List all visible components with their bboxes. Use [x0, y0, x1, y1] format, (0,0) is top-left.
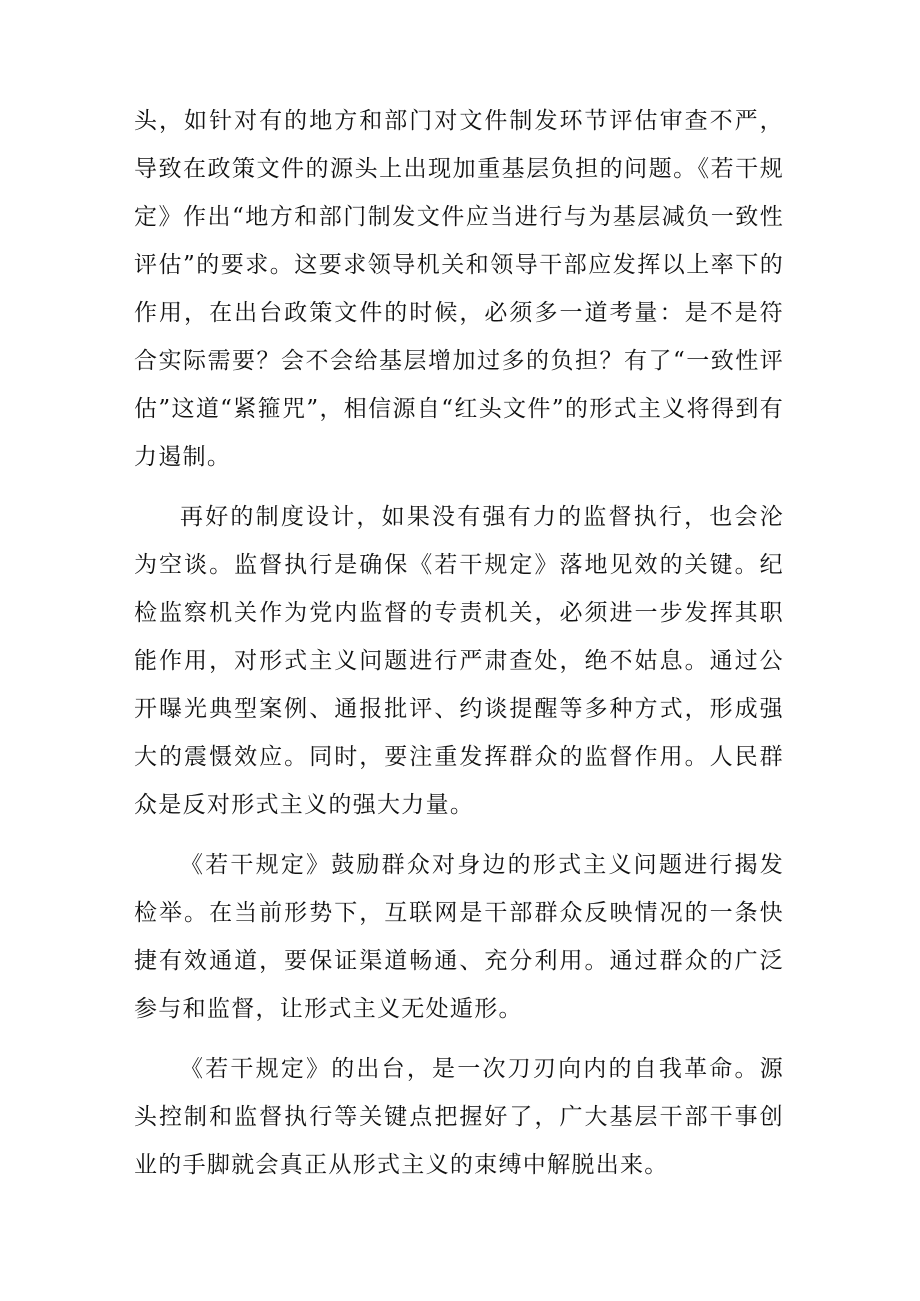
- paragraph-3: 《若干规定》鼓励群众对身边的形式主义问题进行揭发检举。在当前形势下，互联网是干部群众反映情况的一条快捷有效通道，要保证渠道畅通、充分利用。通过群众的广泛参与和监督，让形式主义无处遁形。: [134, 852, 784, 1022]
- paragraph-1: 头，如针对有的地方和部门对文件制发环节评估审查不严，导致在政策文件的源头上出现加重基层负担的问题。《若干规定》作出“地方和部门制发文件应当进行与为基层减负一致性评估”的要求。这要求领导机关和领导干部应发挥以上率下的作用，在出台政策文件的时候，必须多一道考量：是不是符合实际需要？会不会给基层增加过多的负担？有了“一致性评估”这道“紧箍咒”，相信源自“红头文件”的形式主义将得到有力遏制。: [134, 108, 784, 470]
- paragraph-2: 再好的制度设计，如果没有强有力的监督执行，也会沦为空谈。监督执行是确保《若干规定》落地见效的关键。纪检监察机关作为党内监督的专责机关，必须进一步发挥其职能作用，对形式主义问题进行严肃查处，绝不姑息。通过公开曝光典型案例、通报批评、约谈提醒等多种方式，形成强大的震慑效应。同时，要注重发挥群众的监督作用。人民群众是反对形式主义的强大力量。: [134, 504, 784, 818]
- paragraph-4: 《若干规定》的出台，是一次刀刃向内的自我革命。源头控制和监督执行等关键点把握好了，广大基层干部干事创业的手脚就会真正从形式主义的束缚中解脱出来。: [134, 1056, 784, 1178]
- document-body: [134, 97, 784, 1189]
